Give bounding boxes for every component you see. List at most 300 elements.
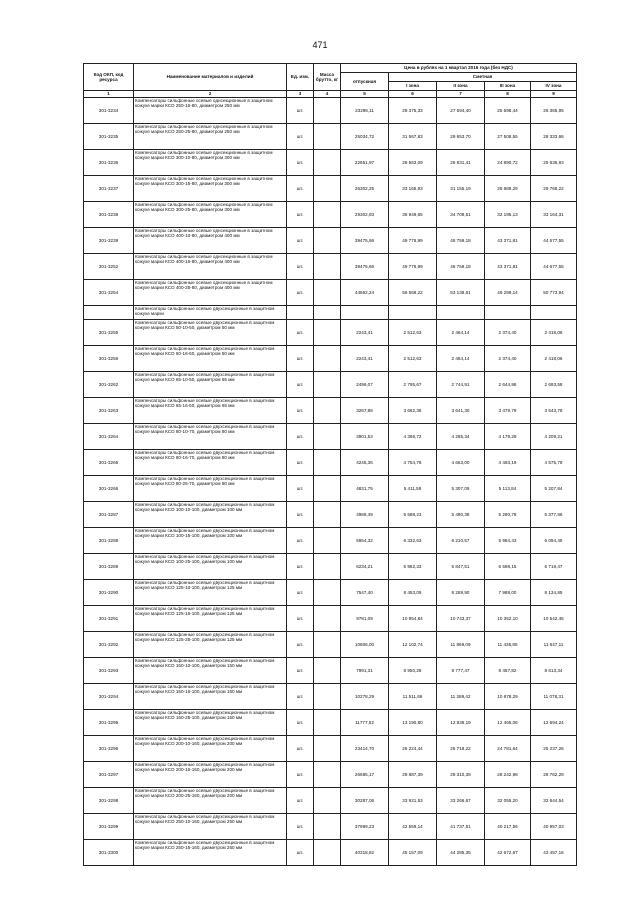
cell-name: Компенсаторы сильфонные осевые двухсекционные в защитном кожухе марки КСО 125-10-100, диаметром 125 мм	[134, 580, 287, 606]
cell-name: Компенсаторы сильфонные осевые двухсекционные в защитном кожухе марки	[134, 306, 287, 320]
page-number: 471	[312, 40, 328, 50]
cell-zone-1-price: 29 887,39	[389, 762, 437, 788]
cell-name: Компенсаторы сильфонные осевые двухсекционные в защитном кожухе марки КСО 100-16-100, диаметром 100 мм	[134, 528, 287, 554]
table-row	[84, 450, 577, 476]
cell-zone-2-price: 5 480,38	[437, 502, 485, 528]
cell-zone-1-price: 6 982,33	[389, 554, 437, 580]
cell-zone-3-price: 2 374,40	[485, 346, 531, 372]
cell-zone-2-price: 46 759,18	[437, 254, 485, 280]
cell-zone-1-price: 12 102,74	[389, 632, 437, 658]
cell-zone-3-price: 7 988,00	[485, 580, 531, 606]
cell-zone-2-price: 6 847,51	[437, 554, 485, 580]
cell-unit: шт.	[287, 346, 314, 372]
cell-zone-2-price: 8 269,90	[437, 580, 485, 606]
cell-zone-1-price: 2 512,63	[389, 346, 437, 372]
cell-zone-1-price: 11 511,66	[389, 684, 437, 710]
cell-zone-1-price: 49 776,99	[389, 228, 437, 254]
cell-zone-3-price: 4 179,29	[485, 424, 531, 450]
table-row	[84, 424, 577, 450]
cell-release-price: 39475,66	[341, 228, 389, 254]
cell-mass	[314, 424, 341, 450]
cell-mass	[314, 254, 341, 280]
cell-zone-4-price: 25 636,93	[531, 150, 577, 176]
header-zone-2: II зона	[437, 82, 485, 91]
cell-release-price: 10278,29	[341, 684, 389, 710]
cell-name: Компенсаторы сильфонные осевые двухсекционные в защитном кожухе марки КСО 200-10-160, диаметром 200 мм	[134, 736, 287, 762]
cell-unit: шт.	[287, 554, 314, 580]
cell-code: 301-3252	[84, 254, 134, 280]
cell-release-price: 26685,17	[341, 762, 389, 788]
header-estimate: Сметная	[389, 73, 577, 82]
cell-zone-2-price: 46 759,18	[437, 228, 485, 254]
cell-code: 301-3291	[84, 606, 134, 632]
cell-code: 301-3255	[84, 320, 134, 346]
table-row	[84, 632, 577, 658]
cell-code: 301-3263	[84, 398, 134, 424]
cell-zone-4-price: 11 647,11	[531, 632, 577, 658]
cell-zone-4-price: 6 094,45	[531, 528, 577, 554]
column-number: 9	[531, 91, 577, 98]
cell-zone-2-price: 53 139,61	[437, 280, 485, 306]
table-row	[84, 788, 577, 814]
cell-zone-3-price: 5 113,84	[485, 476, 531, 502]
table-row	[84, 606, 577, 632]
table-row	[84, 658, 577, 684]
cell-release-price: 11777,52	[341, 710, 389, 736]
cell-mass	[314, 788, 341, 814]
cell-zone-4-price: 44 677,55	[531, 228, 577, 254]
cell-zone-1-price	[389, 306, 437, 320]
cell-code: 301-3289	[84, 554, 134, 580]
cell-unit: шт.	[287, 254, 314, 280]
cell-zone-3-price: 10 878,29	[485, 684, 531, 710]
cell-release-price: 26302,25	[341, 176, 389, 202]
table-row	[84, 580, 577, 606]
cell-zone-4-price: 40 957,03	[531, 814, 577, 840]
header-code: Код ОКП, код ресурса	[84, 64, 134, 91]
cell-mass	[314, 176, 341, 202]
table-row	[84, 98, 577, 124]
cell-name: Компенсаторы сильфонные осевые однсекционные в защитном кожухе марки КСО 400-16-80, диаметром 400 мм	[134, 254, 287, 280]
cell-zone-4-price: 43 457,16	[531, 840, 577, 866]
cell-zone-3-price: 28 889,29	[485, 176, 531, 202]
cell-zone-1-price: 8 950,28	[389, 658, 437, 684]
cell-zone-4-price: 28 333,66	[531, 124, 577, 150]
cell-release-price: 4831,75	[341, 476, 389, 502]
cell-unit: шт.	[287, 202, 314, 228]
header-unit: Ед. изм.	[287, 64, 314, 91]
cell-mass	[314, 736, 341, 762]
cell-zone-3-price: 32 055,20	[485, 788, 531, 814]
cell-release-price: 2243,41	[341, 320, 389, 346]
cell-zone-4-price: 2 418,06	[531, 346, 577, 372]
table-row	[84, 202, 577, 228]
table-row	[84, 528, 577, 554]
cell-mass	[314, 684, 341, 710]
cell-name: Компенсаторы сильфонные осевые однсекционные в защитном кожухе марки КСО 300-25-80, диаметром 300 мм	[134, 202, 287, 228]
cell-mass	[314, 554, 341, 580]
cell-release-price: 2496,07	[341, 372, 389, 398]
cell-mass	[314, 710, 341, 736]
cell-name: Компенсаторы сильфонные осевые однсекционные в защитном кожухе марки КСО 250-25-80, диаметром 250 мм	[134, 124, 287, 150]
cell-zone-4-price: 33 164,31	[531, 202, 577, 228]
table-row	[84, 476, 577, 502]
cell-zone-4-price: 2 693,58	[531, 372, 577, 398]
cell-release-price: 29302,93	[341, 202, 389, 228]
cell-release-price: 3267,86	[341, 398, 389, 424]
cell-unit: шт.	[287, 176, 314, 202]
cell-zone-3-price: 2 644,98	[485, 372, 531, 398]
header-name: Наименование материалов и изделий	[134, 64, 287, 91]
cell-unit: шт.	[287, 424, 314, 450]
cell-name: Компенсаторы сильфонные осевые двухсекционные в защитном кожухе марки КСО 100-10-100, диаметром 100 мм	[134, 502, 287, 528]
cell-zone-4-price: 26 365,95	[531, 98, 577, 124]
cell-mass	[314, 306, 341, 320]
table-row	[84, 320, 577, 346]
cell-code: 301-3294	[84, 684, 134, 710]
cell-name: Компенсаторы сильфонные осевые двухсекционные в защитном кожухе марки КСО 125-25-100, диаметром 125 мм	[134, 632, 287, 658]
cell-zone-1-price: 2 512,63	[389, 320, 437, 346]
cell-name: Компенсаторы сильфонные осевые двухсекционные в защитном кожухе марки КСО 80-16-70, диаметром 80 мм	[134, 450, 287, 476]
cell-zone-1-price: 10 954,84	[389, 606, 437, 632]
table-row	[84, 372, 577, 398]
cell-zone-3-price: 27 508,55	[485, 124, 531, 150]
cell-mass	[314, 840, 341, 866]
cell-code: 301-3238	[84, 202, 134, 228]
cell-name: Компенсаторы сильфонные осевые однсекционные в защитном кожухе марки КСО 300-16-80, диаметром 300 мм	[134, 176, 287, 202]
table-body	[84, 98, 577, 866]
table-row	[84, 710, 577, 736]
cell-zone-2-price: 34 709,51	[437, 202, 485, 228]
column-number: 7	[437, 91, 485, 98]
cell-zone-2-price: 27 594,40	[437, 98, 485, 124]
cell-zone-1-price: 33 921,53	[389, 788, 437, 814]
cell-zone-2-price: 26 831,41	[437, 150, 485, 176]
cell-code: 301-3239	[84, 228, 134, 254]
cell-zone-1-price: 56 568,22	[389, 280, 437, 306]
cell-zone-3-price: 24 890,72	[485, 150, 531, 176]
cell-code: 301-3288	[84, 528, 134, 554]
cell-zone-4-price: 32 644,54	[531, 788, 577, 814]
cell-zone-2-price: 33 266,67	[437, 788, 485, 814]
cell-release-price	[341, 306, 389, 320]
cell-code: 301-3236	[84, 150, 134, 176]
column-numbers-row	[84, 91, 577, 98]
cell-zone-3-price: 10 352,10	[485, 606, 531, 632]
cell-zone-2-price: 25 718,22	[437, 736, 485, 762]
cell-unit: шт.	[287, 150, 314, 176]
cell-name: Компенсаторы сильфонные осевые двухсекционные в защитном кожухе марки КСО 65-16-50, диаметром 65 мм	[134, 398, 287, 424]
cell-mass	[314, 346, 341, 372]
cell-code: 301-3293	[84, 658, 134, 684]
header-mass: Масса брутто, кг	[314, 64, 341, 91]
cell-zone-3-price: 2 374,40	[485, 320, 531, 346]
cell-unit: шт.	[287, 372, 314, 398]
cell-zone-4-price: 5 207,84	[531, 476, 577, 502]
column-number: 8	[485, 91, 531, 98]
cell-unit: шт.	[287, 320, 314, 346]
cell-release-price: 23414,70	[341, 736, 389, 762]
cell-unit: шт.	[287, 762, 314, 788]
cell-release-price: 10806,00	[341, 632, 389, 658]
table-row	[84, 150, 577, 176]
cell-code: 301-3266	[84, 476, 134, 502]
cell-code: 301-3290	[84, 580, 134, 606]
cell-zone-2-price: 11 289,42	[437, 684, 485, 710]
cell-zone-4-price: 8 134,85	[531, 580, 577, 606]
cell-code: 301-3295	[84, 710, 134, 736]
cell-zone-1-price: 3 662,36	[389, 398, 437, 424]
cell-code: 301-3298	[84, 788, 134, 814]
table-row	[84, 736, 577, 762]
cell-unit: шт.	[287, 580, 314, 606]
cell-zone-1-price: 33 165,93	[389, 176, 437, 202]
cell-zone-1-price: 13 190,80	[389, 710, 437, 736]
cell-release-price: 40318,82	[341, 840, 389, 866]
cell-code: 301-3235	[84, 124, 134, 150]
cell-unit: шт.	[287, 398, 314, 424]
table-row	[84, 124, 577, 150]
cell-zone-1-price: 2 795,67	[389, 372, 437, 398]
cell-name: Компенсаторы сильфонные осевые двухсекционные в защитном кожухе марки КСО 50-10-50, диаметром 50 мм	[134, 320, 287, 346]
cell-mass	[314, 398, 341, 424]
cell-zone-4-price: 12 694,24	[531, 710, 577, 736]
cell-zone-1-price: 4 369,72	[389, 424, 437, 450]
cell-mass	[314, 658, 341, 684]
cell-unit: шт.	[287, 788, 314, 814]
cell-zone-2-price: 29 653,70	[437, 124, 485, 150]
cell-mass	[314, 606, 341, 632]
cell-unit: шт.	[287, 502, 314, 528]
table-row	[84, 840, 577, 866]
cell-zone-4-price: 11 078,31	[531, 684, 577, 710]
cell-zone-1-price: 49 776,99	[389, 254, 437, 280]
cell-mass	[314, 98, 341, 124]
table-row	[84, 814, 577, 840]
column-number: 3	[287, 91, 314, 98]
cell-zone-3-price: 42 672,67	[485, 840, 531, 866]
cell-code: 301-3264	[84, 424, 134, 450]
cell-code: 301-3296	[84, 736, 134, 762]
cell-name: Компенсаторы сильфонные осевые двухсекционные в защитном кожухе марки КСО 150-16-100, диаметром 150 мм	[134, 684, 287, 710]
table-row	[84, 762, 577, 788]
cell-unit: шт.	[287, 632, 314, 658]
cell-zone-4-price: 50 773,94	[531, 280, 577, 306]
cell-zone-3-price: 40 217,56	[485, 814, 531, 840]
table-row	[84, 280, 577, 306]
table-row	[84, 346, 577, 372]
cell-name: Компенсаторы сильфонные осевые двухсекционные в защитном кожухе марки КСО 250-10-160, диаметром 250 мм	[134, 814, 287, 840]
cell-zone-3-price: 6 598,15	[485, 554, 531, 580]
cell-zone-4-price	[531, 306, 577, 320]
cell-zone-1-price: 8 453,09	[389, 580, 437, 606]
cell-mass	[314, 502, 341, 528]
cell-zone-4-price: 4 209,21	[531, 424, 577, 450]
cell-zone-2-price: 4 285,34	[437, 424, 485, 450]
cell-zone-1-price: 31 567,83	[389, 124, 437, 150]
cell-code: 301-3299	[84, 814, 134, 840]
cell-zone-2-price: 2 464,14	[437, 346, 485, 372]
cell-release-price: 7991,31	[341, 658, 389, 684]
cell-name: Компенсаторы сильфонные осевые двухсекционные в защитном кожухе марки КСО 65-10-50, диаметром 65 мм	[134, 372, 287, 398]
header-release: отпускная	[341, 73, 389, 91]
cell-unit: шт.	[287, 124, 314, 150]
cell-release-price: 3901,53	[341, 424, 389, 450]
cell-unit: шт.	[287, 710, 314, 736]
cell-zone-3-price: 4 493,19	[485, 450, 531, 476]
cell-mass	[314, 814, 341, 840]
cell-zone-4-price: 8 613,34	[531, 658, 577, 684]
header-price-title: Цена в рублях на 1 квартал 2016 года (без НДС)	[341, 64, 577, 73]
cell-code: 301-3237	[84, 176, 134, 202]
cell-name: Компенсаторы сильфонные осевые двухсекционные в защитном кожухе марки КСО 100-25-100, диаметром 100 мм	[134, 554, 287, 580]
cell-zone-1-price: 36 949,65	[389, 202, 437, 228]
cell-zone-4-price: 29 768,22	[531, 176, 577, 202]
table-row	[84, 228, 577, 254]
cell-zone-1-price: 4 754,78	[389, 450, 437, 476]
cell-zone-2-price: 44 285,35	[437, 840, 485, 866]
cell-zone-2-price	[437, 306, 485, 320]
cell-zone-3-price: 49 299,14	[485, 280, 531, 306]
cell-release-price: 44662,24	[341, 280, 389, 306]
cell-code	[84, 306, 134, 320]
cell-zone-2-price: 2 744,91	[437, 372, 485, 398]
cell-release-price: 9781,09	[341, 606, 389, 632]
cell-zone-2-price: 3 641,30	[437, 398, 485, 424]
cell-unit: шт.	[287, 658, 314, 684]
cell-mass	[314, 762, 341, 788]
cell-zone-3-price: 43 371,81	[485, 228, 531, 254]
cell-release-price: 37999,23	[341, 814, 389, 840]
cell-zone-3-price: 25 598,44	[485, 98, 531, 124]
cell-code: 301-3254	[84, 280, 134, 306]
cell-release-price: 4245,36	[341, 450, 389, 476]
cell-unit: шт.	[287, 280, 314, 306]
cell-zone-3-price: 43 371,81	[485, 254, 531, 280]
cell-zone-4-price: 44 677,55	[531, 254, 577, 280]
cell-code: 301-3300	[84, 840, 134, 866]
cell-zone-2-price: 5 307,09	[437, 476, 485, 502]
table-row	[84, 502, 577, 528]
cell-release-price: 30287,06	[341, 788, 389, 814]
cell-mass	[314, 580, 341, 606]
cell-mass	[314, 450, 341, 476]
cell-zone-1-price: 26 224,44	[389, 736, 437, 762]
cell-name: Компенсаторы сильфонные осевые однсекционные в защитном кожухе марки КСО 400-25-80, диаметром 400 мм	[134, 280, 287, 306]
cell-release-price: 39475,66	[341, 254, 389, 280]
cell-code: 301-3287	[84, 502, 134, 528]
cell-zone-2-price: 10 743,37	[437, 606, 485, 632]
column-number: 1	[84, 91, 134, 98]
cell-zone-4-price: 2 418,06	[531, 320, 577, 346]
cell-zone-4-price: 25 237,26	[531, 736, 577, 762]
cell-mass	[314, 372, 341, 398]
cell-release-price: 25034,72	[341, 124, 389, 150]
cell-code: 301-3292	[84, 632, 134, 658]
cell-mass	[314, 150, 341, 176]
cell-code: 301-3262	[84, 372, 134, 398]
cell-zone-3-price: 8 457,82	[485, 658, 531, 684]
cell-zone-1-price: 42 559,14	[389, 814, 437, 840]
table-row	[84, 398, 577, 424]
cell-code: 301-3297	[84, 762, 134, 788]
cell-name: Компенсаторы сильфонные осевые двухсекционные в защитном кожухе марки КСО 150-10-100, диаметром 150 мм	[134, 658, 287, 684]
table-row	[84, 254, 577, 280]
cell-name: Компенсаторы сильфонные осевые однсекционные в защитном кожухе марки КСО 300-10-80, диаметром 300 мм	[134, 150, 287, 176]
cell-unit	[287, 306, 314, 320]
cell-release-price: 23296,11	[341, 98, 389, 124]
cell-code: 301-3256	[84, 346, 134, 372]
cell-zone-1-price: 45 157,09	[389, 840, 437, 866]
cell-zone-1-price: 28 563,09	[389, 150, 437, 176]
cell-zone-1-price: 6 332,63	[389, 528, 437, 554]
cell-mass	[314, 476, 341, 502]
cell-unit: шт.	[287, 606, 314, 632]
cell-name: Компенсаторы сильфонные осевые двухсекционные в защитном кожухе марки КСО 50-16-50, диаметром 50 мм	[134, 346, 287, 372]
cell-mass	[314, 528, 341, 554]
cell-name: Компенсаторы сильфонные осевые двухсекционные в защитном кожухе марки КСО 250-16-160, диаметром 250 мм	[134, 840, 287, 866]
cell-mass	[314, 228, 341, 254]
cell-mass	[314, 280, 341, 306]
cell-unit: шт.	[287, 814, 314, 840]
cell-unit: шт.	[287, 98, 314, 124]
cell-zone-2-price: 4 663,00	[437, 450, 485, 476]
cell-zone-2-price: 29 310,39	[437, 762, 485, 788]
cell-zone-3-price: 24 781,64	[485, 736, 531, 762]
cell-release-price: 7547,40	[341, 580, 389, 606]
cell-zone-2-price: 11 869,09	[437, 632, 485, 658]
table-row	[84, 684, 577, 710]
cell-unit: шт.	[287, 684, 314, 710]
cell-zone-4-price: 4 575,78	[531, 450, 577, 476]
cell-unit: шт.	[287, 476, 314, 502]
price-table	[83, 63, 577, 866]
header-zone-4: IV зона	[531, 82, 577, 91]
cell-zone-2-price: 41 737,51	[437, 814, 485, 840]
cell-unit: шт.	[287, 228, 314, 254]
cell-code: 301-3234	[84, 98, 134, 124]
cell-zone-4-price: 28 762,29	[531, 762, 577, 788]
cell-release-price: 22651,97	[341, 150, 389, 176]
cell-zone-3-price: 5 984,43	[485, 528, 531, 554]
cell-zone-4-price: 10 542,45	[531, 606, 577, 632]
column-number: 5	[341, 91, 389, 98]
cell-name: Компенсаторы сильфонные осевые двухсекционные в защитном кожухе марки КСО 200-16-160, диаметром 200 мм	[134, 762, 287, 788]
cell-mass	[314, 320, 341, 346]
cell-zone-2-price: 8 777,47	[437, 658, 485, 684]
table-row	[84, 176, 577, 202]
cell-zone-1-price: 5 411,59	[389, 476, 437, 502]
column-number: 4	[314, 91, 341, 98]
cell-zone-1-price: 29 375,33	[389, 98, 437, 124]
cell-mass	[314, 202, 341, 228]
cell-zone-1-price: 5 588,23	[389, 502, 437, 528]
cell-name: Компенсаторы сильфонные осевые однсекционные в защитном кожухе марки КСО 250-16-80, диаметром 250 мм	[134, 98, 287, 124]
table-row	[84, 554, 577, 580]
cell-zone-2-price: 2 464,14	[437, 320, 485, 346]
cell-zone-4-price: 5 377,86	[531, 502, 577, 528]
cell-zone-3-price: 28 242,98	[485, 762, 531, 788]
cell-name: Компенсаторы сильфонные осевые двухсекционные в защитном кожухе марки КСО 80-10-70, диаметром 80 мм	[134, 424, 287, 450]
cell-zone-3-price: 3 479,79	[485, 398, 531, 424]
cell-zone-3-price: 12 465,06	[485, 710, 531, 736]
cell-release-price: 4989,49	[341, 502, 389, 528]
cell-name: Компенсаторы сильфонные осевые двухсекционные в защитном кожухе марки КСО 200-25-160, диаметром 200 мм	[134, 788, 287, 814]
cell-unit: шт.	[287, 450, 314, 476]
cell-zone-2-price: 6 210,57	[437, 528, 485, 554]
cell-code: 301-3265	[84, 450, 134, 476]
cell-release-price: 2243,41	[341, 346, 389, 372]
